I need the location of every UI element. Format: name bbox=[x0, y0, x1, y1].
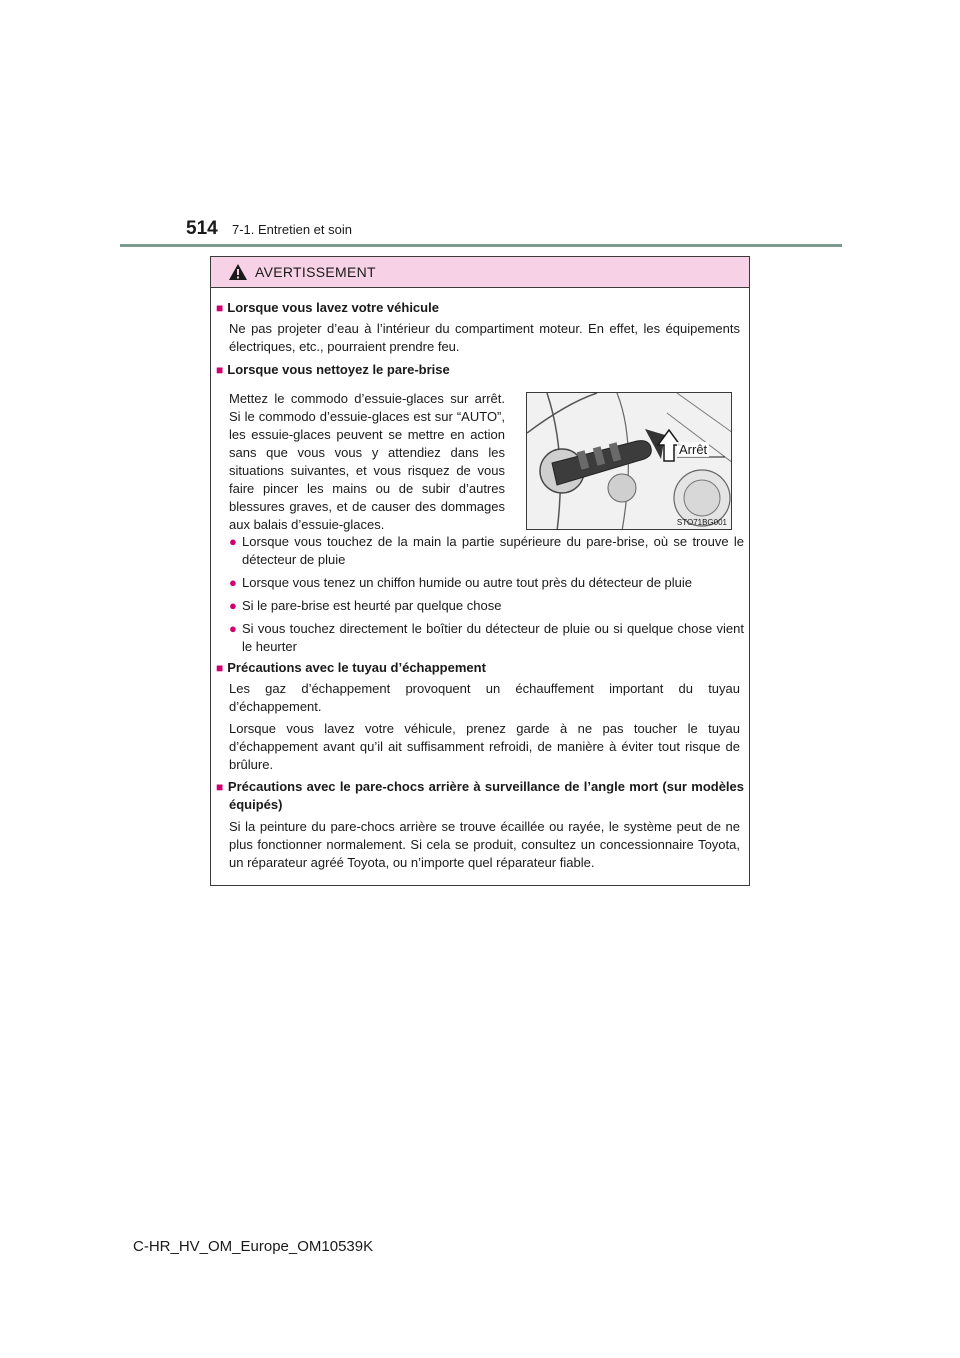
warning-header bbox=[211, 257, 749, 288]
warning-triangle-icon bbox=[228, 263, 248, 281]
section-heading-bumper: ■ Précautions avec le pare-chocs arrière à surveillance de l’angle mort (sur modèles équipés) bbox=[216, 779, 744, 812]
list-item: ● Si vous touchez directement le boîtier du détecteur de pluie ou si quelque chose vient le heurter bbox=[229, 621, 744, 654]
circle-bullet-icon: ● bbox=[229, 575, 237, 590]
warning-title: AVERTISSEMENT bbox=[255, 264, 376, 280]
figure-code: STO71BG001 bbox=[676, 518, 727, 527]
page-number: 514 bbox=[186, 218, 218, 239]
list-item: ● Lorsque vous touchez de la main la partie supérieure du pare-brise, où se trouve le détecteur de pluie bbox=[229, 534, 744, 567]
section-heading-exhaust: ■ Précautions avec le tuyau d’échappement bbox=[216, 660, 486, 675]
square-bullet-icon: ■ bbox=[216, 661, 224, 675]
section-title: 7-1. Entretien et soin bbox=[232, 222, 352, 237]
list-item: ● Lorsque vous tenez un chiffon humide ou autre tout près du détecteur de pluie bbox=[229, 575, 693, 590]
section-heading-washing: ■ Lorsque vous lavez votre véhicule bbox=[216, 300, 439, 315]
list-item: ● Si le pare-brise est heurté par quelque chose bbox=[229, 598, 502, 613]
square-bullet-icon: ■ bbox=[216, 301, 224, 315]
wiper-lever-illustration bbox=[527, 393, 732, 530]
figure-label-arret: Arrêt bbox=[679, 442, 708, 457]
circle-bullet-icon: ● bbox=[229, 598, 237, 613]
header-rule bbox=[120, 244, 842, 247]
paragraph-windshield: Mettez le commodo d’essuie-glaces sur arrêt. Si le commodo d’essuie-glaces est sur “AUTO”, les essuie-glaces peuvent se mettre en action sans que vous vous y attendiez dans les situations suivantes, et vous risquez de vous faire pincer les mains ou de subir d’autres blessures graves, et de causer des dommages aux balais d’essuie-glaces. bbox=[229, 391, 505, 532]
section-heading-windshield: ■ Lorsque vous nettoyez le pare-brise bbox=[216, 362, 450, 377]
paragraph-washing: Ne pas projeter d’eau à l’intérieur du compartiment moteur. En effet, les équipements électriques, etc., pourraient prendre feu. bbox=[229, 321, 740, 354]
square-bullet-icon: ■ bbox=[216, 363, 224, 377]
circle-bullet-icon: ● bbox=[229, 534, 237, 549]
circle-bullet-icon: ● bbox=[229, 621, 237, 636]
wiper-lever-figure bbox=[526, 392, 732, 530]
footer-document-id: C-HR_HV_OM_Europe_OM10539K bbox=[133, 1238, 374, 1255]
paragraph-bumper: Si la peinture du pare-chocs arrière se trouve écaillée ou rayée, le système peut de ne plus fonctionner normalement. Si cela se produit, consultez un concessionnaire Toyota, un réparateur agréé Toyota, ou n’importe quel réparateur fiable. bbox=[229, 819, 740, 870]
square-bullet-icon: ■ bbox=[216, 780, 224, 794]
paragraph-exhaust-1: Les gaz d’échappement provoquent un échauffement important du tuyau d’échappement. bbox=[229, 681, 740, 714]
warning-box bbox=[210, 256, 750, 886]
paragraph-exhaust-2: Lorsque vous lavez votre véhicule, prenez garde à ne pas toucher le tuyau d’échappement avant qu’il ait suffisamment refroidi, de manière à éviter tout risque de brûlure. bbox=[229, 721, 740, 772]
